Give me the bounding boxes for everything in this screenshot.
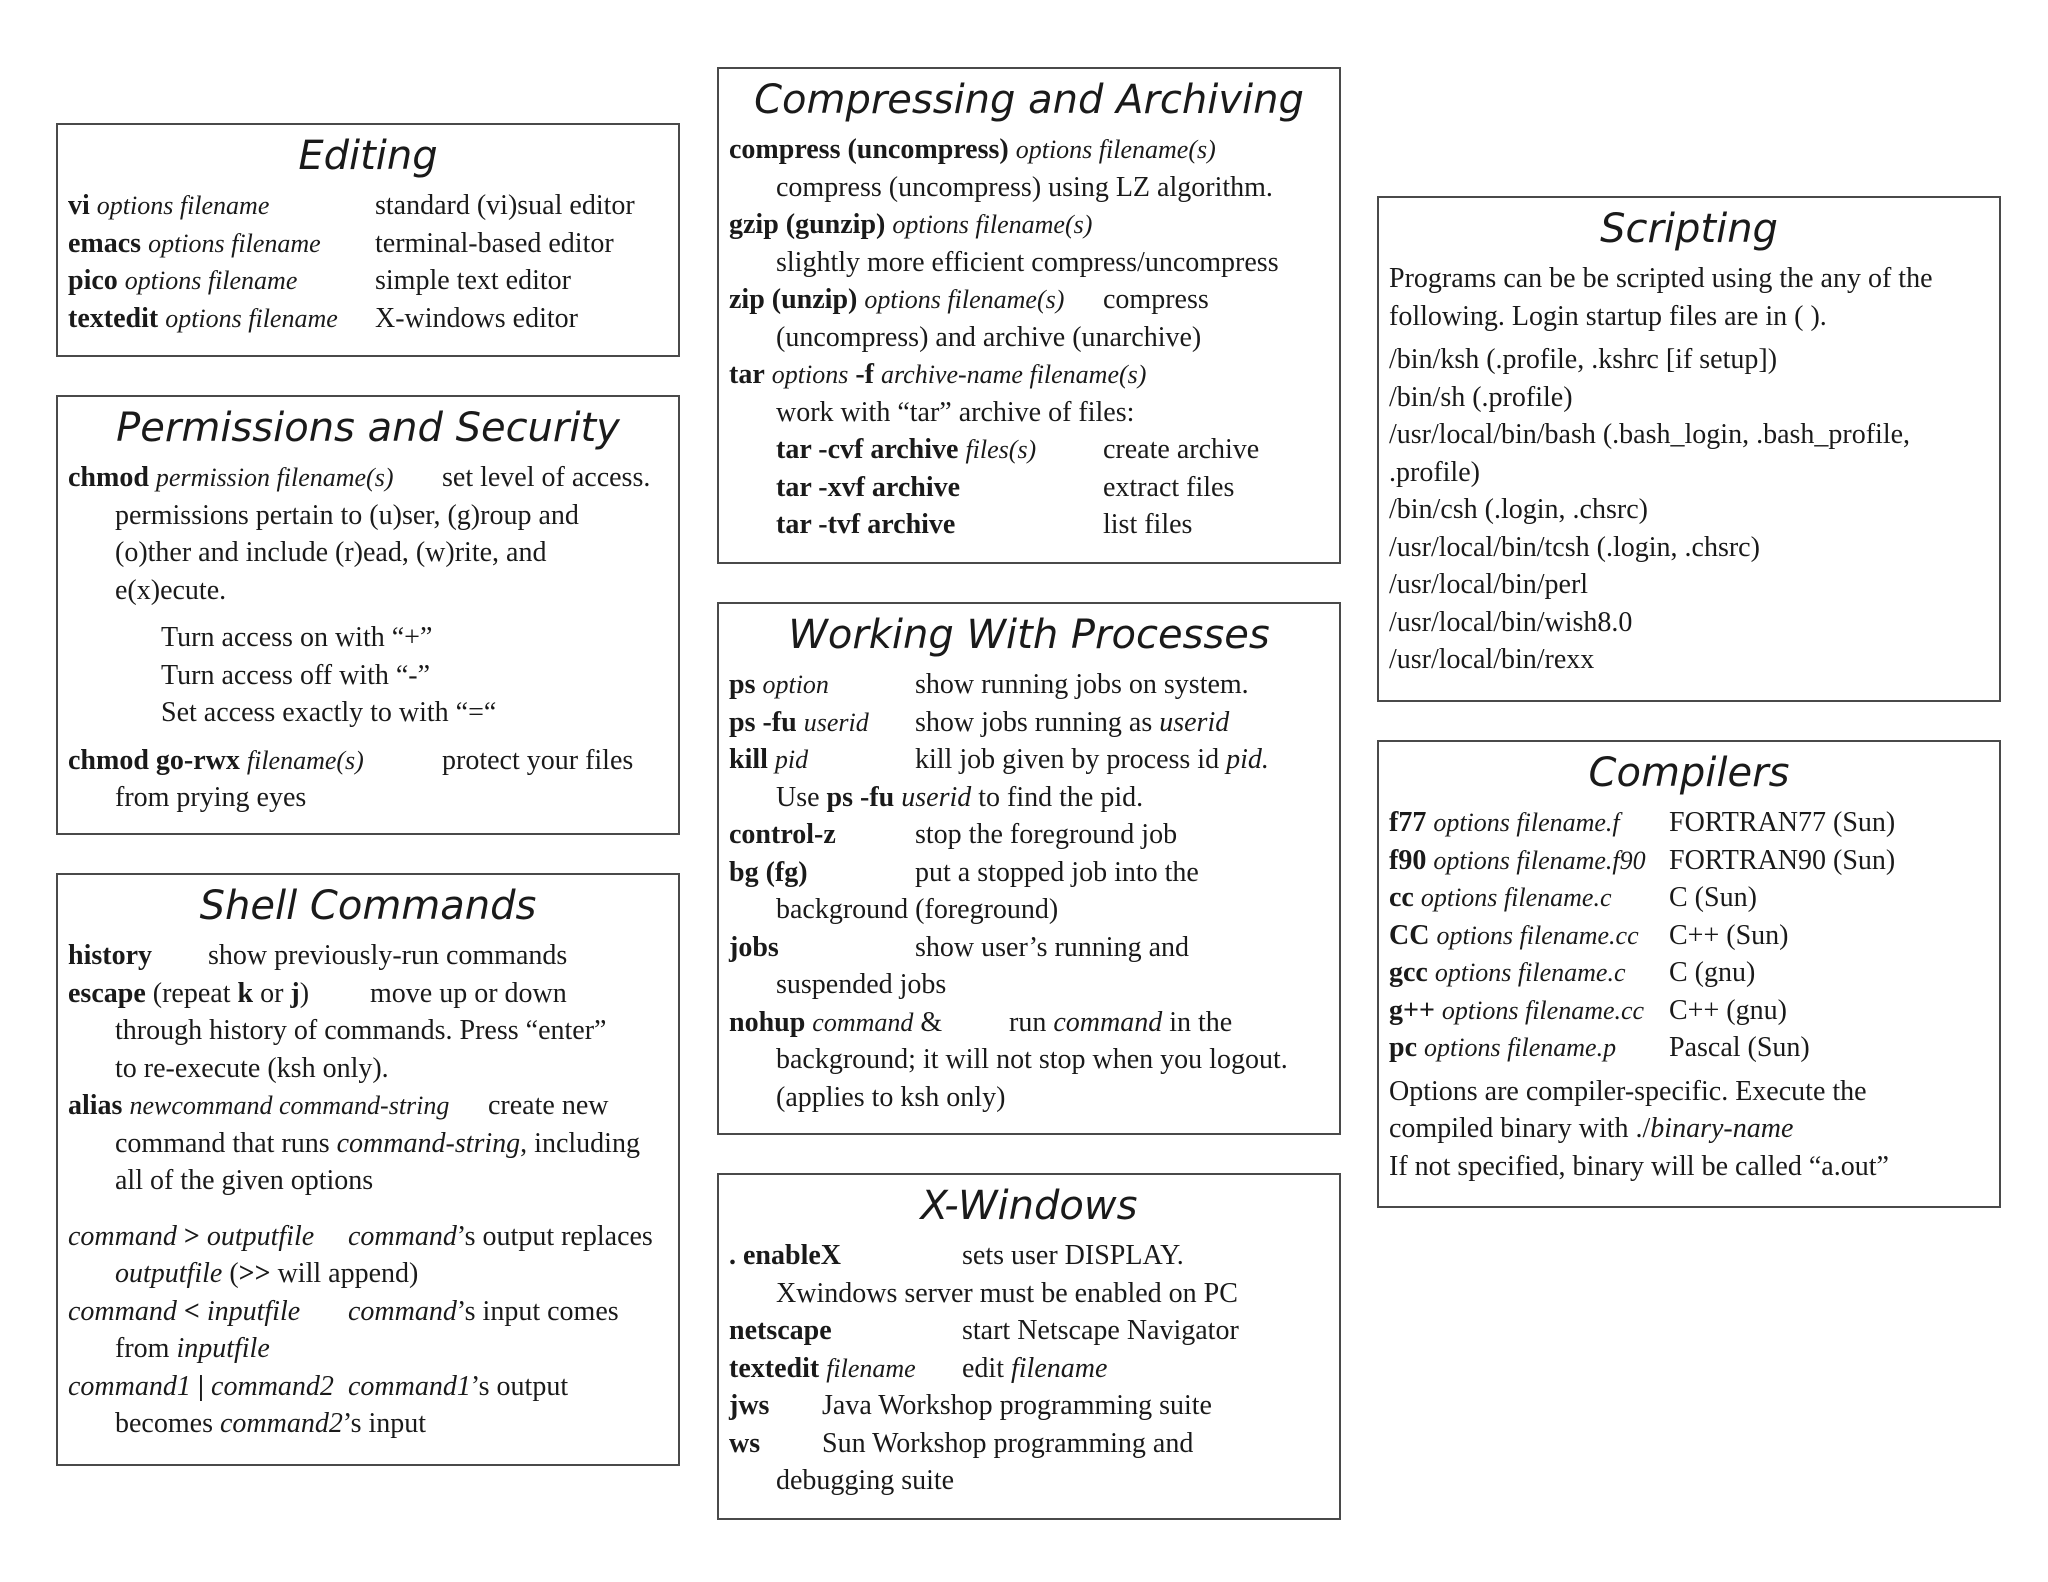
compilers-note-line: If not specified, binary will be called “a.out” bbox=[1389, 1150, 1889, 1182]
compress-panel bbox=[717, 67, 1341, 564]
command-desc: C++ (Sun) bbox=[1669, 919, 1789, 951]
desc-text: will append) bbox=[277, 1258, 419, 1289]
desc-arg: command1 bbox=[348, 1370, 471, 1402]
command-desc: protect your files bbox=[442, 744, 634, 776]
command-args: options filename.cc bbox=[1441, 995, 1645, 1025]
alias-desc-line: all of the given options bbox=[115, 1165, 374, 1196]
script-path: /usr/local/bin/wish8.0 bbox=[1389, 606, 1633, 638]
command-desc: C++ (gnu) bbox=[1669, 994, 1787, 1026]
editing-panel bbox=[56, 123, 680, 357]
command-name: g++ bbox=[1389, 994, 1435, 1026]
list-item bbox=[1389, 842, 1989, 880]
list-item bbox=[1389, 992, 1989, 1030]
chmod-desc-line: e(x)ecute. bbox=[115, 574, 227, 606]
pipe-desc-line bbox=[68, 1405, 668, 1443]
list-item bbox=[1389, 804, 1989, 842]
command-desc: simple text editor bbox=[375, 265, 571, 296]
textedit-entry bbox=[729, 1350, 1329, 1388]
redirect-output-desc-line bbox=[68, 1255, 668, 1293]
compilers-note-line: Options are compiler-specific. Execute the bbox=[1389, 1075, 1867, 1107]
command-args: command bbox=[68, 1295, 177, 1327]
command-desc: Java Workshop programming suite bbox=[822, 1390, 1212, 1421]
script-path: /usr/local/bin/bash (.bash_login, .bash_profile, bbox=[1389, 419, 1911, 450]
scripting-intro-line: Programs can be be scripted using the any of the bbox=[1389, 263, 1933, 294]
note-text: compiled binary with ./ bbox=[1389, 1113, 1651, 1144]
command-name: nohup bbox=[729, 1006, 806, 1038]
command-args: inputfile bbox=[206, 1295, 301, 1327]
command-name: f90 bbox=[1389, 844, 1427, 876]
command-desc: standard (vi)sual editor bbox=[375, 190, 635, 221]
bg-fg-entry bbox=[729, 854, 1329, 892]
kill-desc-line bbox=[729, 779, 1329, 817]
command-desc: sets user DISPLAY. bbox=[962, 1240, 1184, 1271]
desc-text: ( bbox=[229, 1258, 239, 1289]
chmod-desc-line: permissions pertain to (u)ser, (g)roup and bbox=[115, 499, 579, 531]
command-name: textedit bbox=[68, 302, 159, 334]
access-on-text: Turn access on with “+” bbox=[161, 622, 433, 653]
desc-arg: pid. bbox=[1226, 744, 1269, 775]
desc-arg: command bbox=[348, 1295, 457, 1327]
permissions-title: Permissions and Security bbox=[116, 405, 620, 451]
scripting-panel bbox=[1377, 196, 2001, 702]
list-item bbox=[68, 300, 668, 338]
command-name: kill bbox=[729, 744, 768, 775]
script-path: /bin/sh (.profile) bbox=[1389, 381, 1573, 413]
command-name: escape bbox=[68, 977, 146, 1009]
command-name: cc bbox=[1389, 882, 1414, 913]
command-name: jws bbox=[729, 1390, 770, 1421]
command-args: outputfile bbox=[206, 1220, 315, 1252]
escape-text: or bbox=[260, 977, 284, 1009]
command-name: chmod bbox=[68, 462, 149, 493]
list-item bbox=[1389, 1029, 1989, 1067]
alias-text: command that runs bbox=[115, 1127, 330, 1159]
compress-desc-line: compress (uncompress) using LZ algorithm. bbox=[776, 171, 1273, 203]
chmod-gorwx-entry bbox=[68, 742, 668, 780]
redirect-output-entry bbox=[68, 1218, 668, 1256]
pipe-entry bbox=[68, 1368, 668, 1406]
command-name: tar -tvf archive bbox=[776, 509, 956, 540]
command-args: options filename.f90 bbox=[1433, 845, 1646, 875]
scripting-intro-line: following. Login startup files are in ( ). bbox=[1389, 300, 1827, 332]
chmod-gorwx-desc-line: from prying eyes bbox=[115, 782, 307, 813]
command-desc: start Netscape Navigator bbox=[962, 1315, 1239, 1346]
compilers-panel bbox=[1377, 740, 2001, 1208]
gzip-desc-line: slightly more efficient compress/uncompress bbox=[776, 246, 1279, 278]
command-name: control-z bbox=[729, 819, 836, 850]
compilers-title: Compilers bbox=[1588, 750, 1790, 796]
chmod-desc-line: (o)ther and include (r)ead, (w)rite, and bbox=[115, 537, 547, 568]
command-desc: extract files bbox=[1103, 471, 1235, 503]
operator: > bbox=[183, 1220, 200, 1252]
shell-commands-title: Shell Commands bbox=[199, 883, 537, 929]
netscape-entry bbox=[729, 1312, 1329, 1350]
tar-desc-line: work with “tar” archive of files: bbox=[776, 396, 1135, 428]
nohup-desc-line: (applies to ksh only) bbox=[776, 1081, 1006, 1113]
script-path: /usr/local/bin/tcsh (.login, .chsrc) bbox=[1389, 531, 1760, 563]
command-desc: terminal-based editor bbox=[375, 227, 614, 259]
jws-entry bbox=[729, 1387, 1329, 1425]
command-desc: C (gnu) bbox=[1669, 957, 1756, 988]
command-desc: Sun Workshop programming and bbox=[822, 1427, 1194, 1459]
escape-text: (repeat bbox=[152, 977, 231, 1009]
ws-desc-line: debugging suite bbox=[776, 1465, 955, 1496]
command-args: filename bbox=[826, 1353, 916, 1383]
desc-text: ’s input comes bbox=[456, 1295, 619, 1327]
enablex-desc-line: Xwindows server must be enabled on PC bbox=[776, 1277, 1238, 1309]
tar-sub-row bbox=[729, 469, 1329, 507]
access-set-text: Set access exactly to with “=“ bbox=[161, 697, 497, 728]
shell-commands-panel bbox=[56, 873, 680, 1466]
command-args: options filename(s) bbox=[864, 285, 1065, 314]
command-args: options filename.cc bbox=[1436, 920, 1639, 950]
command-flag: -f bbox=[855, 359, 874, 390]
command-name: jobs bbox=[729, 931, 779, 963]
command-name: bg (fg) bbox=[729, 856, 808, 888]
command-desc bbox=[348, 1218, 653, 1256]
desc-arg: command bbox=[348, 1220, 457, 1252]
command-name: ps -fu bbox=[826, 781, 895, 813]
command-desc bbox=[348, 1293, 619, 1331]
tar-sub-row bbox=[729, 431, 1329, 469]
command-desc bbox=[348, 1368, 568, 1406]
jobs-entry bbox=[729, 929, 1329, 967]
command-name: tar -cvf archive bbox=[776, 434, 959, 465]
command-name: gzip (gunzip) bbox=[729, 209, 886, 240]
command-args: options filename(s) bbox=[892, 210, 1093, 239]
desc-arg: outputfile bbox=[115, 1258, 223, 1289]
zip-desc-line: (uncompress) and archive (unarchive) bbox=[776, 321, 1202, 353]
key-j: j bbox=[290, 977, 300, 1009]
ps-fu-entry bbox=[729, 704, 1329, 742]
desc-text: ’s input bbox=[342, 1408, 427, 1439]
command-args: pid bbox=[774, 745, 809, 774]
command-args: options filename bbox=[124, 266, 298, 295]
editing-title: Editing bbox=[298, 133, 438, 179]
command-name: tar -xvf archive bbox=[776, 471, 961, 503]
redirect-input-entry bbox=[68, 1293, 668, 1331]
command-desc: create new bbox=[488, 1090, 609, 1121]
key-k: k bbox=[237, 977, 254, 1009]
command-name: textedit bbox=[729, 1352, 820, 1384]
desc-text: from bbox=[115, 1333, 170, 1364]
command-desc: put a stopped job into the bbox=[915, 856, 1199, 888]
command-name: history bbox=[68, 940, 152, 971]
command-args: command bbox=[68, 1220, 177, 1252]
zip-entry bbox=[729, 281, 1329, 319]
command-name: ps -fu bbox=[729, 706, 797, 738]
alias-desc-line bbox=[68, 1125, 668, 1163]
script-path: /usr/local/bin/rexx bbox=[1389, 644, 1595, 675]
command-desc: list files bbox=[1103, 509, 1193, 540]
ps-entry bbox=[729, 666, 1329, 704]
command-args: command2 bbox=[211, 1370, 334, 1402]
command-args: options filename bbox=[165, 303, 338, 333]
note-arg: binary-name bbox=[1650, 1113, 1794, 1144]
desc-arg: command bbox=[1053, 1006, 1163, 1038]
desc-text: run bbox=[1009, 1006, 1047, 1038]
command-name: pico bbox=[68, 265, 118, 296]
desc-text: show jobs running as bbox=[915, 706, 1153, 738]
desc-arg: command2 bbox=[219, 1408, 343, 1439]
alias-text: , including bbox=[520, 1127, 640, 1159]
escape-entry bbox=[68, 975, 668, 1013]
kill-entry bbox=[729, 741, 1329, 779]
command-desc: stop the foreground job bbox=[915, 819, 1178, 850]
command-desc bbox=[1009, 1004, 1232, 1042]
desc-arg: userid bbox=[1159, 706, 1230, 738]
command-name: chmod go-rwx bbox=[68, 744, 240, 776]
bg-fg-desc-line: background (foreground) bbox=[776, 894, 1059, 925]
desc-arg: filename bbox=[1011, 1352, 1108, 1384]
desc-text: in the bbox=[1169, 1006, 1233, 1038]
chmod-entry bbox=[68, 459, 668, 497]
compilers-note-line bbox=[1389, 1110, 1989, 1148]
tar-entry bbox=[729, 356, 1329, 394]
operator: < bbox=[183, 1295, 200, 1327]
desc-arg: userid bbox=[901, 781, 972, 813]
command-name: CC bbox=[1389, 919, 1430, 951]
command-args: & bbox=[920, 1006, 943, 1038]
command-name: alias bbox=[68, 1090, 123, 1121]
tar-sub-row bbox=[729, 506, 1329, 544]
command-args: newcommand command-string bbox=[129, 1091, 450, 1120]
nohup-entry bbox=[729, 1004, 1329, 1042]
command-args: options filename bbox=[148, 228, 321, 258]
command-args: options filename.f bbox=[1433, 808, 1620, 837]
command-desc: C (Sun) bbox=[1669, 882, 1757, 913]
redirect-input-desc-line bbox=[68, 1330, 668, 1368]
command-name: pc bbox=[1389, 1032, 1417, 1063]
command-desc: show running jobs on system. bbox=[915, 669, 1249, 700]
script-path: /usr/local/bin/perl bbox=[1389, 569, 1589, 600]
script-path: /bin/ksh (.profile, .kshrc [if setup]) bbox=[1389, 344, 1778, 375]
desc-text: to find the pid. bbox=[978, 781, 1144, 813]
desc-text: ’s output replaces bbox=[456, 1220, 653, 1252]
xwindows-panel bbox=[717, 1173, 1341, 1520]
command-name: ps bbox=[729, 669, 756, 700]
list-item bbox=[68, 262, 668, 300]
command-name: ws bbox=[729, 1427, 761, 1459]
command-desc: X-windows editor bbox=[375, 302, 578, 334]
command-args: files(s) bbox=[965, 435, 1037, 464]
processes-title: Working With Processes bbox=[788, 612, 1270, 658]
nohup-desc-line: background; it will not stop when you logout. bbox=[776, 1044, 1288, 1075]
command-desc: move up or down bbox=[370, 977, 567, 1009]
desc-text: kill job given by process id bbox=[915, 744, 1220, 775]
command-desc: FORTRAN77 (Sun) bbox=[1669, 807, 1896, 838]
command-args: options filename(s) bbox=[1015, 135, 1216, 164]
command-desc: set level of access. bbox=[442, 462, 651, 493]
command-name: f77 bbox=[1389, 807, 1427, 838]
command-args: permission filename(s) bbox=[155, 463, 394, 492]
command-args: options filename.p bbox=[1424, 1033, 1617, 1062]
compress-entry bbox=[729, 131, 1329, 169]
list-item bbox=[1389, 917, 1989, 955]
command-desc: compress bbox=[1103, 284, 1209, 315]
command-args: option bbox=[762, 670, 829, 699]
alias-entry bbox=[68, 1087, 668, 1125]
scripting-title: Scripting bbox=[1600, 206, 1778, 252]
command-desc bbox=[962, 1350, 1107, 1388]
ws-entry bbox=[729, 1425, 1329, 1463]
operator: >> bbox=[238, 1258, 271, 1289]
command-name: gcc bbox=[1389, 957, 1428, 988]
list-item bbox=[1389, 879, 1989, 917]
command-desc: show user’s running and bbox=[915, 931, 1190, 963]
operator: | bbox=[197, 1370, 205, 1402]
command-args: command bbox=[812, 1007, 914, 1037]
desc-text: edit bbox=[962, 1352, 1004, 1384]
command-args: filename(s) bbox=[246, 745, 364, 775]
command-name: netscape bbox=[729, 1315, 832, 1346]
command-args: userid bbox=[803, 707, 869, 737]
compress-title: Compressing and Archiving bbox=[754, 77, 1304, 123]
xwindows-title: X-Windows bbox=[920, 1183, 1138, 1229]
command-name: . enableX bbox=[729, 1240, 841, 1271]
desc-arg: inputfile bbox=[176, 1333, 270, 1364]
command-name: compress (uncompress) bbox=[729, 134, 1009, 165]
escape-text: ) bbox=[299, 977, 310, 1009]
permissions-panel bbox=[56, 395, 680, 835]
desc-text: ’s output bbox=[470, 1370, 569, 1402]
control-z-entry bbox=[729, 816, 1329, 854]
desc-text: Use bbox=[776, 781, 820, 813]
list-item bbox=[68, 187, 668, 225]
command-name: zip (unzip) bbox=[729, 284, 858, 315]
command-name: vi bbox=[68, 190, 90, 221]
alias-text: command-string bbox=[336, 1127, 521, 1159]
history-entry bbox=[68, 937, 668, 975]
desc-text: becomes bbox=[115, 1408, 213, 1439]
command-desc: Pascal (Sun) bbox=[1669, 1032, 1810, 1063]
script-path: /bin/csh (.login, .chsrc) bbox=[1389, 494, 1648, 525]
command-desc: show previously-run commands bbox=[208, 940, 568, 971]
command-args: archive-name filename(s) bbox=[881, 360, 1147, 389]
enablex-entry bbox=[729, 1237, 1329, 1275]
command-name: emacs bbox=[68, 227, 142, 259]
command-desc bbox=[915, 741, 1269, 779]
command-desc bbox=[915, 704, 1229, 742]
gzip-entry bbox=[729, 206, 1329, 244]
command-args: options filename.c bbox=[1420, 883, 1612, 912]
access-off-text: Turn access off with “-” bbox=[161, 659, 431, 691]
list-item bbox=[1389, 954, 1989, 992]
escape-desc-line: to re-execute (ksh only). bbox=[115, 1052, 389, 1084]
jobs-desc-line: suspended jobs bbox=[776, 969, 947, 1000]
script-path: .profile) bbox=[1389, 456, 1480, 488]
command-args: options bbox=[771, 360, 849, 389]
command-args: options filename bbox=[96, 191, 270, 220]
processes-panel bbox=[717, 602, 1341, 1135]
command-args: command1 bbox=[68, 1370, 191, 1402]
escape-desc-line: through history of commands. Press “enter” bbox=[115, 1015, 607, 1046]
list-item bbox=[68, 225, 668, 263]
command-name: tar bbox=[729, 359, 765, 390]
command-args: options filename.c bbox=[1434, 958, 1626, 987]
command-desc: FORTRAN90 (Sun) bbox=[1669, 844, 1896, 876]
command-desc: create archive bbox=[1103, 434, 1260, 465]
